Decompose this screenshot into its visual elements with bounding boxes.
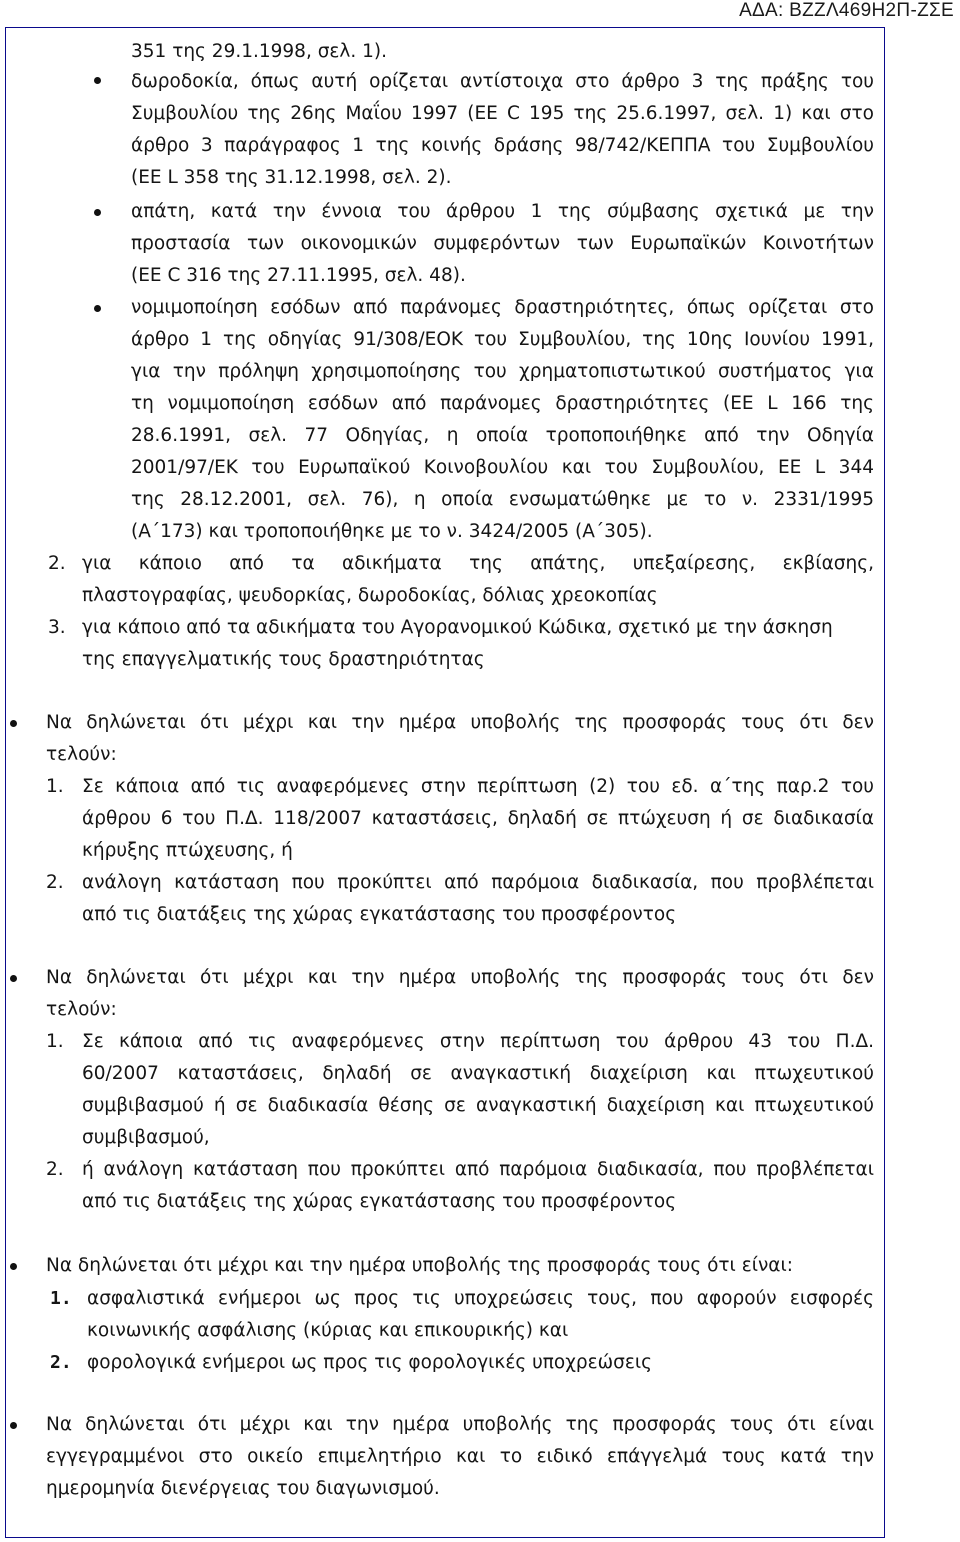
declaration-5-line-1: Να δηλώνεται ότι μέχρι και την ημέρα υποβολής της προσφοράς τους ότι είναι [46, 1414, 874, 1435]
bullet-icon [10, 720, 17, 727]
laundering-line-5: 28.6.1991, σελ. 77 Οδηγίας, η οποία τροποποιήθηκε από την Οδηγία [131, 425, 874, 446]
similar-situation-line-2: από τις διατάξεις της χώρας εγκατάστασης του προσφέροντος [82, 904, 677, 925]
laundering-line-1: νομιμοποίηση εσόδων από παράνομες δραστηριότητες, όπως ορίζεται στο [131, 297, 874, 318]
laundering-line-4: τη νομιμοποίηση εσόδων από παράνομες δραστηριότητες (ΕΕ L 166 της [131, 393, 874, 414]
offences-line-2: πλαστογραφίας, ψευδορκίας, δωροδοκίας, δόλιας χρεοκοπίας [82, 585, 658, 606]
bribery-line-1: δωροδοκία, όπως αυτή ορίζεται αντίστοιχα στο άρθρο 3 της πράξης του [131, 71, 874, 92]
declaration-2-line-1: Να δηλώνεται ότι μέχρι και την ημέρα υποβολής της προσφοράς τους ότι δεν [46, 712, 874, 733]
administration-line-3: συμβιβασμού ή σε διαδικασία θέσης σε αναγκαστική διαχείριση και πτωχευτικού [82, 1095, 874, 1116]
list-number: 2. [50, 1352, 72, 1373]
continuation-line: 351 της 29.1.1998, σελ. 1). [131, 41, 388, 62]
bullet-icon [94, 305, 101, 312]
list-number: 2. [46, 1159, 64, 1180]
declaration-4-line-1: Να δηλώνεται ότι μέχρι και την ημέρα υποβολής της προσφοράς τους ότι είναι: [46, 1255, 793, 1276]
similar-situation-line-1: ανάλογη κατάσταση που προκύπτει από παρόμοια διαδικασία, που προβλέπεται [82, 872, 874, 893]
laundering-line-8: (Α΄173) και τροποποιήθηκε με το ν. 3424/2005 (Α΄305). [131, 521, 653, 542]
offences-line-1: για κάποιο από τα αδικήματα της απάτης, υπεξαίρεσης, εκβίασης, [82, 553, 874, 574]
administration-line-4: συμβιβασμού, [82, 1127, 210, 1148]
similar-situation-b-line-1: ή ανάλογη κατάσταση που προκύπτει από παρόμοια διαδικασία, που προβλέπεται [82, 1159, 874, 1180]
fraud-line-1: απάτη, κατά την έννοια του άρθρου 1 της σύμβασης σχετικά με την [131, 201, 874, 222]
market-code-line-1: για κάποιο από τα αδικήματα του Αγορανομικού Κώδικα, σχετικό με την άσκηση [82, 617, 833, 638]
laundering-line-7: της 28.12.2001, σελ. 76), η οποία ενσωματώθηκε με το ν. 2331/1995 [131, 489, 874, 510]
bribery-line-3: άρθρο 3 παράγραφος 1 της κοινής δράσης 98/742/ΚΕΠΠΑ του Συμβουλίου [131, 135, 874, 156]
bullet-icon [10, 975, 17, 982]
declaration-2-line-2: τελούν: [46, 744, 117, 765]
similar-situation-b-line-2: από τις διατάξεις της χώρας εγκατάστασης του προσφέροντος [82, 1191, 677, 1212]
bullet-icon [10, 1263, 17, 1270]
declaration-5-line-3: ημερομηνία διενέργειας του διαγωνισμού. [46, 1478, 440, 1499]
bullet-icon [94, 77, 101, 84]
laundering-line-2: άρθρο 1 της οδηγίας 91/308/ΕΟΚ του Συμβουλίου, της 10ης Ιουνίου 1991, [131, 329, 874, 350]
tax-line-1: φορολογικά ενήμεροι ως προς τις φορολογικές υποχρεώσεις [87, 1352, 652, 1373]
list-number: 1. [46, 1031, 64, 1052]
list-number: 2. [48, 553, 66, 574]
bankruptcy-line-2: άρθρου 6 του Π.Δ. 118/2007 καταστάσεις, δηλαδή σε πτώχευση ή σε διαδικασία [82, 808, 874, 829]
bankruptcy-line-3: κήρυξης πτώχευσης, ή [82, 840, 293, 861]
insurance-line-1: ασφαλιστικά ενήμεροι ως προς τις υποχρεώσεις τους, που αφορούν εισφορές [87, 1288, 874, 1309]
bankruptcy-line-1: Σε κάποια από τις αναφερόμενες στην περίπτωση (2) του εδ. α΄της παρ.2 του [82, 776, 874, 797]
declaration-3-line-1: Να δηλώνεται ότι μέχρι και την ημέρα υποβολής της προσφοράς τους ότι δεν [46, 967, 874, 988]
ada-code: ΑΔΑ: ΒΖΖΛ469Η2Π-ΖΣΕ [739, 0, 954, 21]
fraud-line-3: (ΕΕ C 316 της 27.11.1995, σελ. 48). [131, 265, 466, 286]
declaration-3-line-2: τελούν: [46, 999, 117, 1020]
bullet-icon [94, 209, 101, 216]
administration-line-1: Σε κάποια από τις αναφερόμενες στην περίπτωση του άρθρου 43 του Π.Δ. [82, 1031, 874, 1052]
market-code-line-2: της επαγγελματικής τους δραστηριότητας [82, 649, 485, 670]
declaration-5-line-2: εγγεγραμμένοι στο οικείο επιμελητήριο και το ειδικό επάγγελμά τους κατά την [46, 1446, 874, 1467]
list-number: 2. [46, 872, 64, 893]
laundering-line-3: για την πρόληψη χρησιμοποίησης του χρηματοπιστωτικού συστήματος για [131, 361, 874, 382]
list-number: 1. [46, 776, 64, 797]
fraud-line-2: προστασία των οικονομικών συμφερόντων των Ευρωπαϊκών Κοινοτήτων [131, 233, 874, 254]
list-number: 1. [50, 1288, 72, 1309]
insurance-line-2: κοινωνικής ασφάλισης (κύριας και επικουρικής) και [87, 1320, 569, 1341]
bribery-line-2: Συμβουλίου της 26ης Μαΐου 1997 (ΕΕ C 195 της 25.6.1997, σελ. 1) και στο [131, 103, 874, 124]
bullet-icon [10, 1422, 17, 1429]
list-number: 3. [48, 617, 66, 638]
laundering-line-6: 2001/97/ΕΚ του Ευρωπαϊκού Κοινοβουλίου και του Συμβουλίου, ΕΕ L 344 [131, 457, 874, 478]
bribery-line-4: (ΕΕ L 358 της 31.12.1998, σελ. 2). [131, 167, 452, 188]
administration-line-2: 60/2007 καταστάσεις, δηλαδή σε αναγκαστική διαχείριση και πτωχευτικού [82, 1063, 874, 1084]
